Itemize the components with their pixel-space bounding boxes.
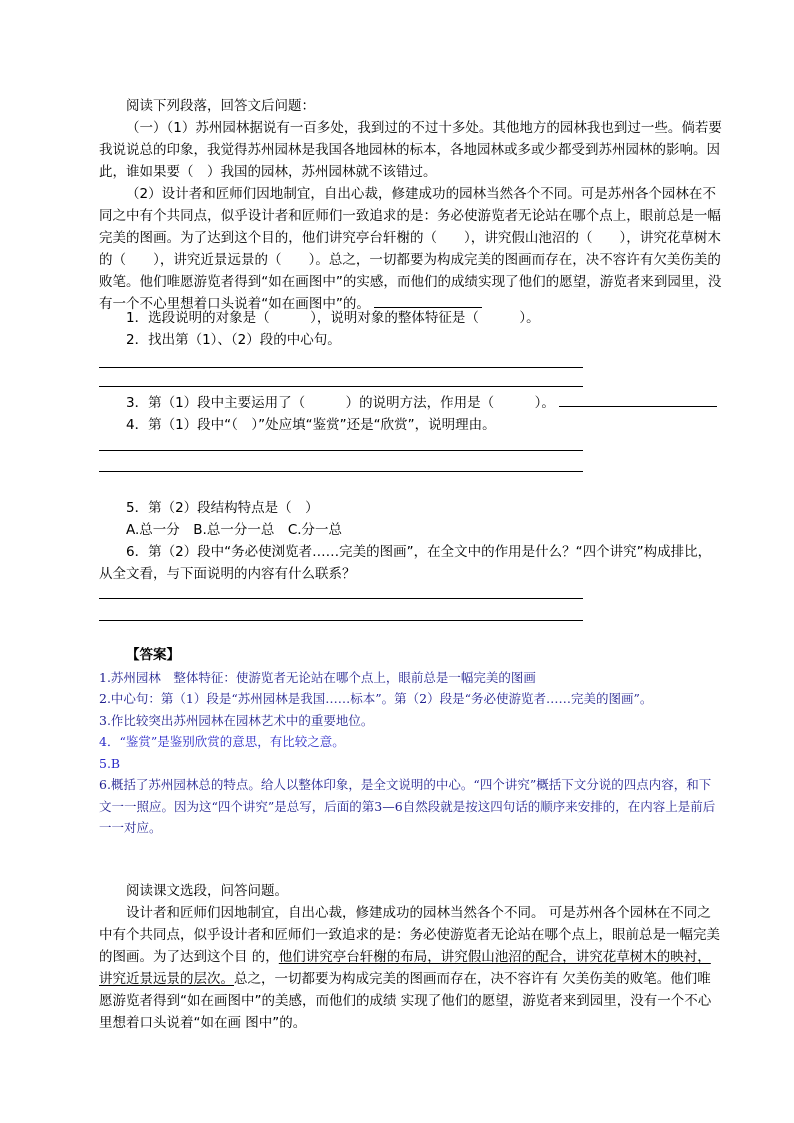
answer-5: 5.B	[99, 755, 121, 771]
question-2-text: 2．找出第（1）、（2）段的中心句。	[126, 332, 341, 348]
answer-4: 4．“鉴赏”是鉴别欣赏的意思，有比较之意。	[99, 734, 345, 749]
answer-line	[99, 620, 583, 621]
question-1-text: 1．选段说明的对象是（ ），说明对象的整体特征是（ ）。	[126, 310, 540, 326]
answer-title: 【答案】	[126, 647, 180, 663]
question-1	[99, 307, 723, 329]
answer-line	[99, 450, 583, 451]
question-5	[99, 497, 723, 541]
passage-2-text-b: 总之，一切都要为构成完美的图画而存在，决不容许有 欠美伤美的败笔。他们唯愿游览者得到“如在画图中”的美感，而他们的成绩 实现了他们的愿望，游览者来到园里，没有一个不心里想着口头说着“如在画 图中”的。	[99, 971, 712, 1031]
answer-line	[99, 367, 583, 368]
passage-paragraph-2-text: （2）设计者和匠师们因地制宜，自出心裁，修建成功的园林当然各个不同。可是苏州各个园林在不同之中有个共同点，似乎设计者和匠师们一致追求的是：务必使游览者无论站在哪个点上，眼前总是一幅完美的图画。为了达到这个目的，他们讲究亭台轩榭的（ ），讲究假山池沼的（ ），讲究花草树木的（ ），讲究近景远景的（ ）。总之，一切都要为构成完美的图画而存在，决不容许有欠美伤美的败笔。他们唯愿游览者得到“如在画图中”的实感，而他们的成绩实现了他们的愿望，游览者来到园里，没有一个不心里想着口头说着“如在画图中”的。	[99, 186, 722, 312]
answer-line	[99, 598, 583, 599]
question-5-text: 5．第（2）段结构特点是（ ）	[126, 500, 319, 516]
passage-2-intro: 阅读课文选段，问答问题。	[126, 883, 288, 899]
passage-paragraph-2	[99, 183, 723, 315]
passage-2-paragraph	[99, 902, 723, 1034]
question-3-text: 3．第（1）段中主要运用了（ ）的说明方法，作用是（ ）。	[126, 395, 555, 411]
answer-line	[99, 386, 583, 387]
answer-line	[99, 471, 583, 472]
question-3	[99, 392, 723, 414]
question-6-text: 6．第（2）段中“务必使浏览者……完美的图画”，在全文中的作用是什么？“四个讲究”构成排比，从全文看，与下面说明的内容有什么联系？	[99, 544, 712, 582]
question-2	[99, 329, 723, 351]
answer-1: 1.苏州园林 整体特征：使游览者无论站在哪个点上，眼前总是一幅完美的图画	[99, 669, 536, 685]
answer-section	[99, 645, 723, 839]
question-6	[99, 541, 723, 585]
answer-blank-line	[559, 405, 717, 407]
reading-passage-1	[99, 95, 723, 315]
answer-6: 6.概括了苏州园林总的特点。给人以整体印象，是全文说明的中心。“四个讲究”概括下文分说的四点内容，和下文一一照应。因为这“四个讲究”是总写，后面的第3—6自然段就是按这四句话的顺序来安排的，在内容上是前后一一对应。	[99, 777, 716, 835]
question-5-options: A.总一分 B.总一分一总 C.分一总	[126, 522, 343, 538]
answer-2: 2.中心句：第（1）段是“苏州园林是我国……标本”。第（2）段是“务必使游览者……完美的图画”。	[99, 691, 653, 706]
answer-3: 3.作比较突出苏州园林在园林艺术中的重要地位。	[99, 712, 374, 728]
passage-2-text-a: 设计者和匠师们因地制宜，自出心裁，修建成功的园林当然各个不同。 可是苏州各个园林在不同之中有个共同点，似乎设计者和匠师们一致追求的是：务必使游览者无论站在哪个点上，眼前总是一幅完美的图画。为了达到这个目 的，	[99, 905, 720, 965]
passage-2-underlined-text: 他们讲究亭台轩榭的布局，讲究假山池沼的配合，讲究花草树木的映衬，讲究近景远景的层次。	[99, 949, 711, 987]
passage-intro: 阅读下列段落，回答文后问题：	[126, 98, 315, 114]
passage-paragraph-1: （一）（1）苏州园林据说有一百多处，我到过的不过十多处。其他地方的园林我也到过一些。倘若要我说说总的印象，我觉得苏州园林是我国各地园林的标本，各地园林或多或少都受到苏州园林的影响。因此，谁如果要（ ）我国的园林，苏州园林就不该错过。	[99, 120, 722, 180]
question-4-text: 4．第（1）段中“（ ）”处应填“鉴赏”还是“欣赏”，说明理由。	[126, 417, 496, 433]
question-4	[99, 414, 723, 436]
question-3-row	[99, 392, 723, 414]
reading-passage-2	[99, 880, 723, 1034]
